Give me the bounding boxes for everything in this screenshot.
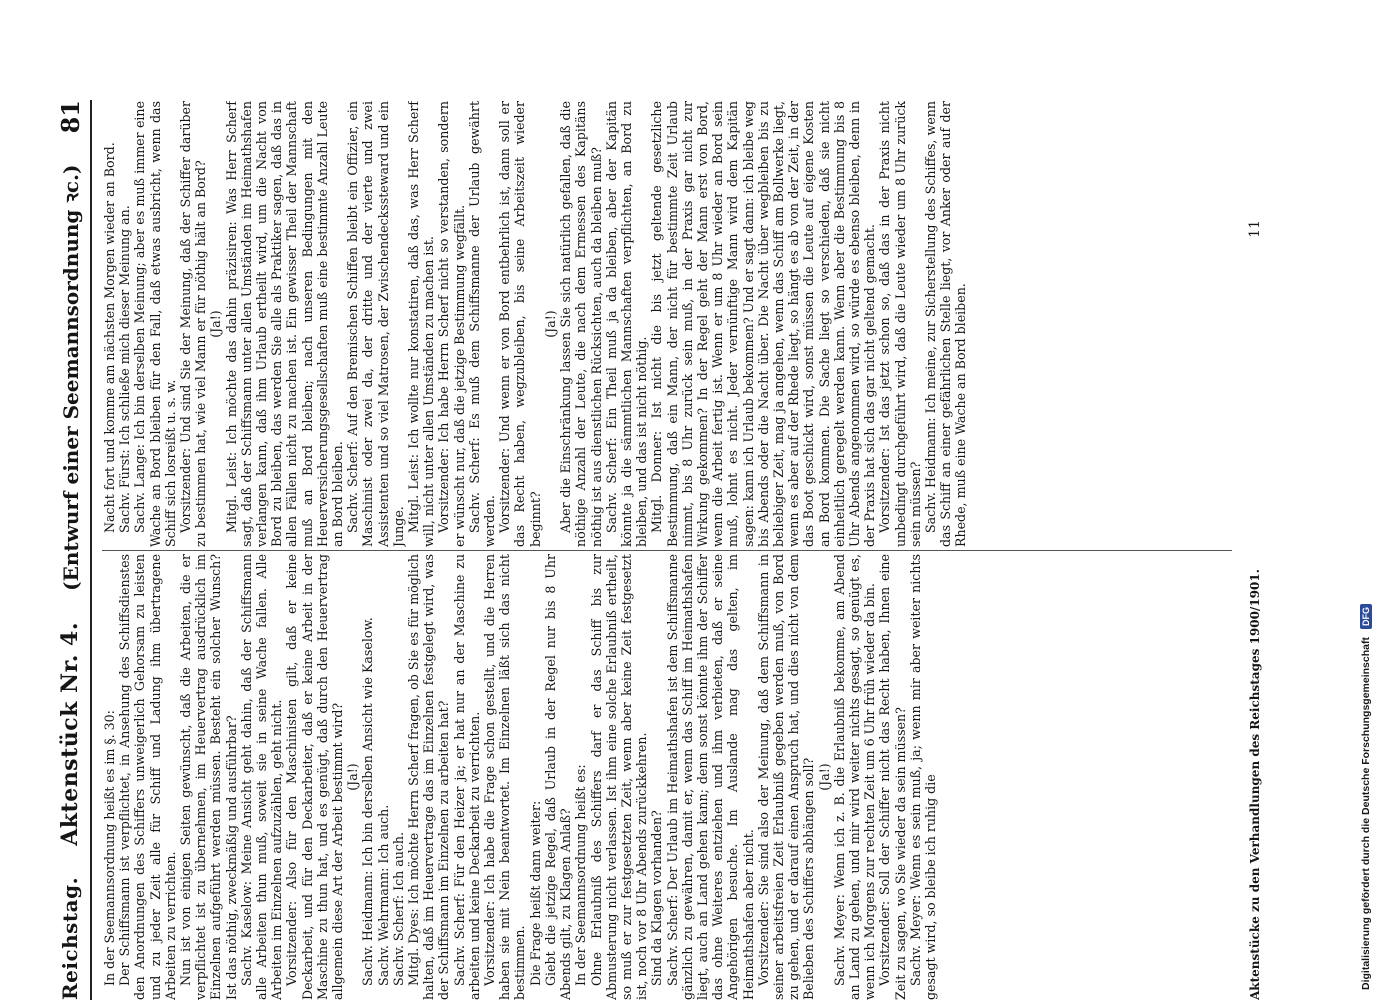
signature-mark: 11 — [1247, 220, 1263, 238]
text-columns — [102, 100, 1232, 1000]
paragraph: Sachv. Scherf: Für den Heizer ja; er hat nur an der Maschine zu arbeiten und keine Deckarbeit zu verrichten. — [451, 554, 482, 1000]
digitization-text: Digitalisierung gefördert durch die Deutsche Forschungsgemeinschaft — [1360, 637, 1372, 990]
paragraph: Sachv. Meyer: Wenn es sein muß, ja; wenn mir aber weiter nichts gesagt wird, so bleibe ich ruhig die — [907, 554, 938, 1000]
paragraph: Sachv. Lange: Ich bin derselben Meinung; aber es muß immer eine Wache an Bord bleiben für den Fall, daß etwas ausbricht, wenn das Schiff sich losreißt u. s. w. — [132, 101, 178, 547]
paragraph: Sachv. Fürst: Ich schließe mich dieser Meinung an. — [117, 205, 133, 533]
paragraph: Mitgl. Leist: Ich möchte das dahin präzisiren: Was Herr Scherf sagt, daß der Schiffsmann unter allen Umständen im Heimathshafen verlangen kann, daß ihm Urlaub ertheilt wird, um die Nacht von Bord zu bleiben, das werden Sie alle als Praktiker sagen, daß das in allen Fällen nicht zu machen ist. Ein gewisser Theil der Mannschaft muß an Bord bleiben; nach unseren Bedingungen mit den Heuerversicherungsgesellschaften muß eine bestimmte Anzahl Leute an Bord bleiben. — [223, 101, 346, 547]
dfg-logo: DFG — [1360, 604, 1372, 629]
paragraph: (Ja!) — [208, 310, 224, 338]
paragraph: Sachv. Scherf: Es muß dem Schiffsmanne der Urlaub gewährt werden. — [466, 101, 498, 547]
paragraph: Nun ist von einigen Seiten gewünscht, daß die Arbeiten, die er verpflichtet ist zu übernehmen, im Heuervertrag ausdrücklich im Einzelnen aufgeführt werden müssen. Besteht ein solcher Wunsch? Ist das nöthig, zweckmäßig und ausführbar? — [178, 554, 239, 1000]
paragraph: Sachv. Heidmann: Ich meine, zur Sicherstellung des Schiffes, wenn das Schiff an einer gefährlichen Stelle liegt, vor Anker oder auf der Rhede, muß eine Wache an Bord bleiben. — [922, 101, 969, 547]
paragraph: Mitgl. Leist: Ich wollte nur konstatiren, daß das, was Herr Scherf will, nicht unter allen Umständen zu machen ist. — [406, 101, 437, 547]
paragraph: Mitgl. Dyes: Ich möchte Herrn Scherf fragen, ob Sie es für möglich halten, daß im Heuervertrage das im Einzelnen festgelegt wird, was der Schiffsmann im Einzelnen zu arbeiten hat? — [406, 554, 452, 1000]
footer-source: Aktenstücke zu den Verhandlungen des Reichstages 1900/1901. — [1248, 569, 1262, 1000]
paragraph: Nacht fort und komme am nächsten Morgen wieder an Bord. — [102, 142, 117, 533]
paragraph: Mitgl. Donner: Ist nicht die bis jetzt geltende gesetzliche Bestimmung, daß ein Mann, der nicht für bestimmte Zeit Urlaub nimmt, bis 8 Uhr zurück sein muß, in der Praxis gar nicht zur Wirkung gekommen? In der Regel geht der Mann erst von Bord, wenn die Arbeit fertig ist. Wenn er um 8 Uhr wieder an Bord sein muß, lohnt es nicht. Jeder vernünftige Mann wird dem Kapitän sagen: kann ich Urlaub bekommen? Und er sagt dann: ich bleibe weg bis Abends oder die Nacht über. Die Nacht über wegbleiben bis zu beliebiger Zeit, mag ja angehen, wenn das Schiff am Bollwerke liegt, wenn es aber auf der Rhede liegt, so hängt es ab von der Zeit, in der das Boot geschickt wird, sonst müssen die Leute auf eigene Kosten an Bord kommen. Die Sache liegt so verschieden, daß sie nicht einheitlich geregelt werden kann. Wenn aber die Bestimmung bis 8 Uhr Abends angenommen wird, so würde es ebenso bleiben, denn in der Praxis hat sich das gar nicht geltend gemacht. — [649, 101, 878, 547]
paragraph: (Ja!) — [816, 763, 832, 791]
column-divider — [102, 550, 1232, 551]
paragraph: In der Seemannsordnung heißt es im §. 30: — [102, 710, 117, 986]
paragraph: Vorsitzender: Und sind Sie der Meinung, daß der Schiffer darüber zu bestimmen hat, wie viel Mann er für nöthig hält an Bord? — [178, 101, 209, 547]
paragraph: Sachv. Heidmann: Ich bin derselben Ansicht wie Kaselow. — [360, 617, 376, 986]
paragraph: Vorsitzender: Also für den Maschinisten gilt, daß er keine Deckarbeit, und für den Deckarbeiter, daß er keine Arbeit in der Maschine zu thun hat, und es genügt, daß durch den Heuervertrag allgemein diese Art der Arbeit bestimmt wird? — [284, 554, 346, 1000]
page-header — [50, 100, 92, 1000]
paragraph: Vorsitzender: Ich habe die Frage schon gestellt, und die Herren haben sie mit Nein beantwortet. Im Einzelnen läßt sich das nicht bestimmen. — [482, 554, 528, 1000]
paragraph: Sachv. Kaselow: Meine Ansicht geht dahin, daß der Schiffsmann alle Arbeiten thun muß, soweit sie in seine Wache fallen. Alle Arbeiten im Einzelnen aufzuzählen, geht nicht. — [238, 554, 285, 1000]
paragraph: Sachv. Meyer: Wenn ich z. B. die Erlaubniß bekomme, am Abend an Land zu gehen, und mir wird weiter nichts gesagt, so genügt es, wenn ich Morgens zur rechten Zeit um 6 Uhr früh wieder da bin. — [831, 554, 878, 1000]
paragraph: Sachv. Scherf: Auf den Bremischen Schiffen bleibt ein Offizier, ein Maschinist oder zwei da, der dritte und der vierte und zwei Assistenten und so viel Matrosen, der Zwischendeckssteward und ein Junge. — [345, 101, 406, 547]
page-footer — [1240, 100, 1270, 1000]
paragraph: Vorsitzender: Soll der Schiffer nicht das Recht haben, Ihnen eine Zeit zu sagen, wo Sie wieder da sein müssen? — [877, 554, 908, 1000]
paragraph: Die Frage heißt dann weiter: — [527, 800, 543, 986]
digitization-note — [1350, 10, 1374, 990]
paragraph: Sachv. Scherf: Ich auch. — [390, 831, 406, 986]
paragraph: Der Schiffsmann ist verpflichtet, in Ansehung des Schiffsdienstes den Anordnungen des Schiffers unweigerlich Gehorsam zu leisten und zu jeder Zeit alle für Schiff und Ladung ihm übertragene Arbeiten zu verrichten. — [117, 554, 178, 1000]
paragraph: (Ja!) — [542, 310, 558, 338]
paragraph: Sind da Klagen vorhanden? — [649, 810, 665, 986]
paragraph: Vorsitzender: Und wenn er von Bord entbehrlich ist, dann soll er das Recht haben, wegzubleiben, bis seine Arbeitszeit wieder beginnt? — [497, 101, 543, 547]
paragraph: Vorsitzender: Ist das jetzt schon so, daß das in der Praxis nicht unbedingt durchgeführt wird, daß die Leute wieder um 8 Uhr zurück sein müssen? — [877, 101, 923, 547]
paragraph: (Ja!) — [345, 763, 361, 791]
column-right — [102, 101, 1232, 547]
page-number: 81 — [55, 100, 85, 134]
paragraph: Giebt die jetzige Regel, daß Urlaub in der Regel nur bis 8 Uhr Abends gilt, zu Klagen Anlaß? — [542, 554, 574, 1000]
header-right: (Entwurf einer Seemannsordnung ꝛc.) — [58, 164, 83, 591]
paragraph: Vorsitzender: Ich habe Herrn Scherf nicht so verstanden, sondern er wünscht nur, daß die jetzige Bestimmung wegfällt. — [436, 101, 467, 547]
paragraph: Ohne Erlaubniß des Schiffers darf er das Schiff bis zur Abmusterung nicht verlassen. Ist ihm eine solche Erlaubniß ertheilt, so muß er zur festgesetzten Zeit, wenn aber keine Zeit festgesetzt ist, noch vor 8 Uhr Abends zurückkehren. — [588, 554, 650, 1000]
paragraph: Vorsitzender: Sie sind also der Meinung, daß dem Schiffsmann in seiner arbeitsfreien Zeit Erlaubniß gegeben werden muß, von Bord zu gehen, und er darauf einen Anspruch hat, und dies nicht von dem Belieben des Schiffers abhängen soll? — [755, 554, 817, 1000]
column-left — [102, 554, 1232, 1000]
document-page — [50, 100, 1280, 1000]
header-middle: Aktenstück Nr. 4. — [57, 622, 83, 846]
paragraph: Sachv. Wehrmann: Ich auch. — [375, 804, 391, 986]
paragraph: Sachv. Scherf: Ein Theil muß ja da bleiben, aber der Kapitän könnte ja die sämmtlichen Mannschaften verpflichten, an Bord zu bleiben, und das ist nicht nöthig. — [603, 101, 650, 547]
paragraph: Sachv. Scherf: Der Urlaub im Heimathshafen ist dem Schiffsmanne gänzlich zu gewähren, damit er, wenn das Schiff im Heimathshafen liegt, auch an Land gehen kann; denn sonst könnte ihm der Schiffer das ohne Weiteres entziehen und ihm verbieten, daß er seine Angehörigen besuche. Im Auslande mag das gelten, im Heimathshafen aber nicht. — [664, 554, 756, 1000]
paragraph: In der Seemannsordnung heißt es: — [573, 764, 589, 986]
paragraph: Aber die Einschränkung lassen Sie sich natürlich gefallen, daß die nöthige Anzahl der Leute, die nach dem Ermessen des Kapitäns nöthig ist aus dienstlichen Rücksichten, auch da bleiben muß? — [558, 101, 604, 547]
header-left: Reichstag. — [58, 876, 82, 1000]
